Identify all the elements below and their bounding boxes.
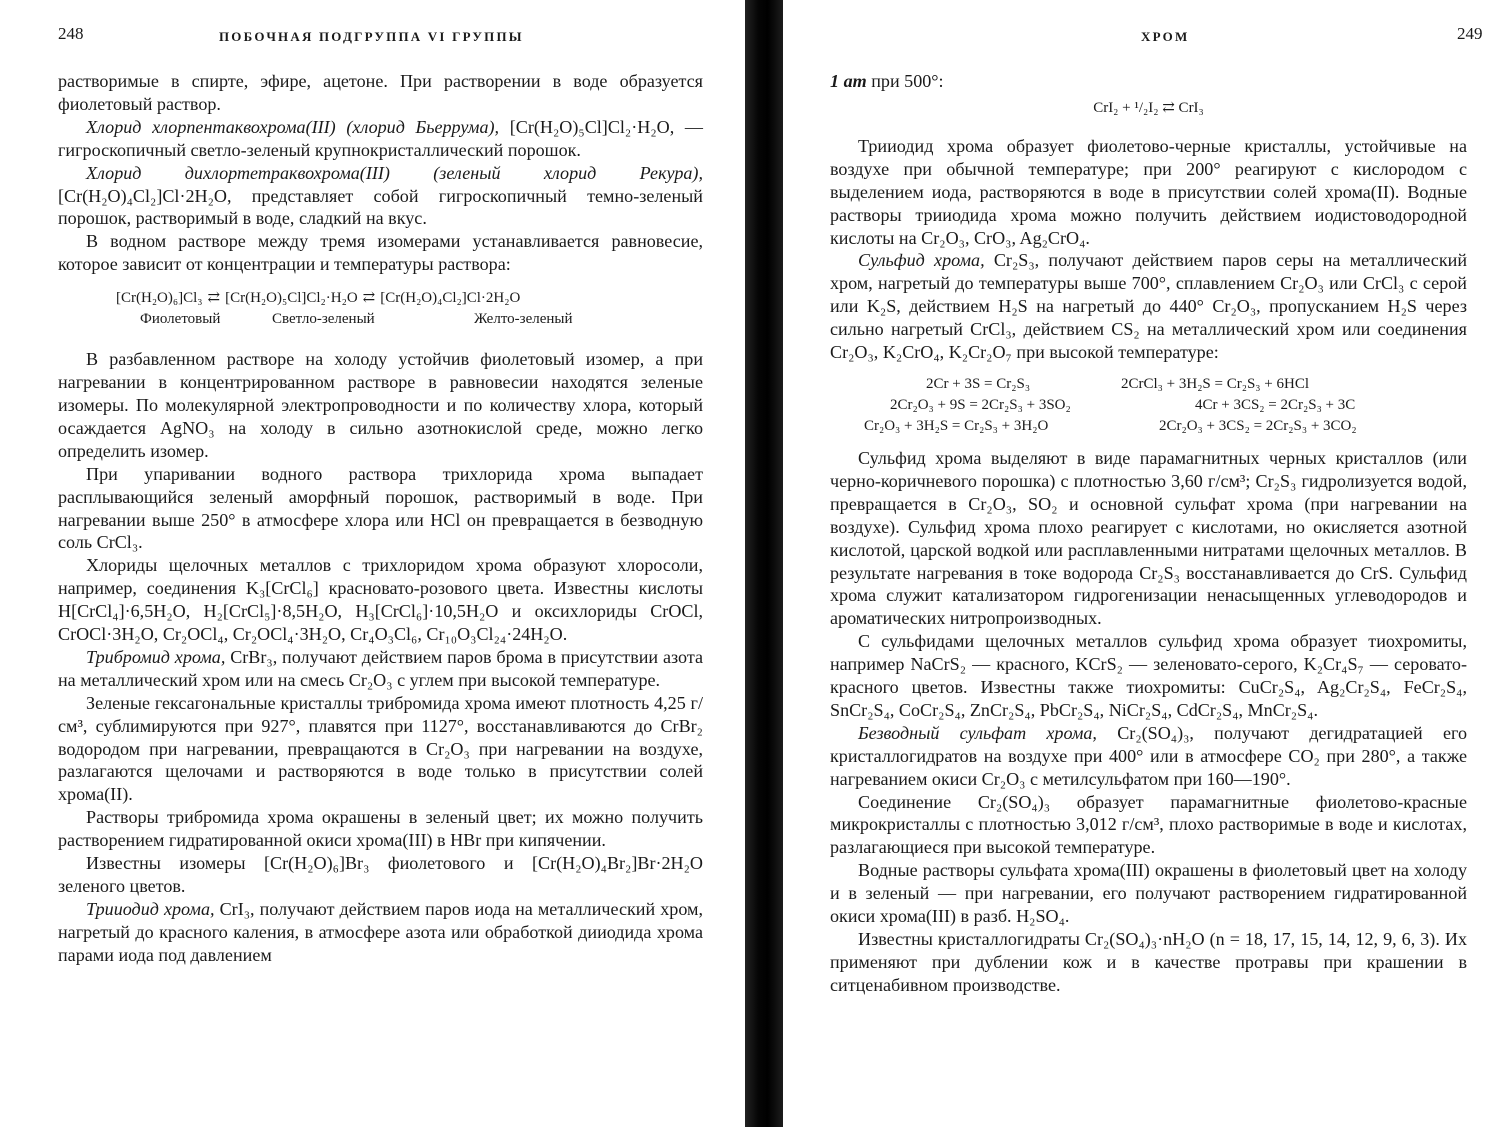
paragraph <box>58 898 703 967</box>
paragraph-text: представляет собой гигроскопичный темно-зеленый порошок, растворимый в воде, сладкий на вкус. <box>58 185 703 229</box>
paragraph: Водные растворы сульфата хрома(III) окрашены в фиолетовый цвет на холоду и в зеленый — при нагревании, его получают растворением гидратированной окиси хрома(III) в разб. H₂SO₄. <box>830 860 1467 927</box>
equation: Cr₂O₃ + 3H₂S = Cr₂S₃ + 3H₂O <box>864 417 1049 434</box>
compound-name: Сульфид хрома, <box>858 250 985 271</box>
paragraph <box>830 722 1467 791</box>
paragraph <box>58 116 703 162</box>
paragraph: Зеленые гексагональные кристаллы трибромида хрома имеют плотность 4,25 г/см³, сублимируются при 927°, плавятся при 1127°, восстанавливаются до CrBr₂ водородом при нагревании, превращаются в Cr₂O₃ при нагревании на воздухе, разлагаются щелочами и растворяются в воде только в присутствии солей хрома(II). <box>58 692 703 805</box>
compound-alt-name: (зеленый хлорид Рекура), <box>433 162 703 183</box>
paragraph <box>830 249 1467 364</box>
paragraph-text: CrI₃, получают действием паров иода на металлический хром, нагретый до красного каления, в атмосфере азота или обработкой дииодида хрома парами иода под давлением <box>58 898 703 965</box>
pressure-unit: 1 ат <box>830 71 867 91</box>
paragraph: Растворы трибромида хрома окрашены в зеленый цвет; их можно получить растворением гидратированной окиси хрома(III) в HBr при кипячении. <box>58 807 703 851</box>
paragraph <box>58 646 703 692</box>
left-page <box>0 0 745 1127</box>
right-page <box>783 0 1504 1127</box>
compound-name: Хлорид дихлортетраквохрома(III) <box>86 162 390 183</box>
paragraph: При упаривании водного раствора трихлорида хрома выпадает расплывающийся зеленый аморфный порошок, растворимый в воде. При нагревании выше 250° в атмосфере хлора или HCl он превращается в безводную соль CrCl₃. <box>58 463 703 553</box>
equation: 2CrCl₃ + 3H₂S = Cr₂S₃ + 6HCl <box>1121 375 1309 392</box>
paragraph: растворимые в спирте, эфире, ацетоне. При растворении в воде образуется фиолетовый раствор. <box>58 71 703 114</box>
compound-name: Трибромид хрома, <box>86 646 226 667</box>
isomer-label: Фиолетовый <box>140 311 221 328</box>
page-number-right: 249 <box>1457 24 1483 43</box>
right-body <box>830 70 1467 997</box>
paragraph-text: CrBr₃, получают действием паров брома в присутствии азота на металлический хром или на смесь Cr₂O₃ с углем при высокой температуре. <box>58 646 703 690</box>
formula: [Cr(H₂O)₆]Cl₃ <box>116 290 203 307</box>
paragraph-text: — гигроскопичный светло-зеленый крупнокристаллический порошок. <box>58 116 704 160</box>
paragraph <box>58 162 703 231</box>
compound-name: Хлорид хлорпентаквохрома(III) <box>86 116 336 137</box>
iodide-equation: CrI₂ + ¹/₂I₂ ⇄ CrI₃ <box>1093 99 1204 116</box>
running-head-left: ПОБОЧНАЯ ПОДГРУППА VI ГРУППЫ <box>219 29 524 44</box>
equilibrium-equation <box>58 276 703 338</box>
equation: 4Cr + 3CS₂ = 2Cr₂S₃ + 3C <box>1195 396 1356 413</box>
formula: [Cr(H₂O)₄Cl₂]Cl·2H₂O <box>380 290 521 307</box>
isomer-label: Светло-зеленый <box>272 311 375 328</box>
page-number-left: 248 <box>58 24 84 43</box>
running-head-right: ХРОМ <box>1141 29 1190 44</box>
paragraph: В разбавленном растворе на холоду устойчив фиолетовый изомер, а при нагревании в концентрированном растворе в равновесии находятся зеленые изомеры. По молекулярной электропроводности и по количеству хлора, который осаждается AgNO₃ на холоду в сильно азотнокислой среде, можно легко определить изомер. <box>58 349 703 461</box>
formula: [Cr(H₂O)₅Cl]Cl₂·H₂O <box>225 290 358 307</box>
equation: 2Cr₂O₃ + 3CS₂ = 2Cr₂S₃ + 3CO₂ <box>1159 417 1357 434</box>
paragraph-text: Cr₂S₃, получают действием паров серы на металлический хром, нагретый до температуры выше 700°, сплавлением Cr₂O₃ или CrCl₃ с серой или K₂S, действием H₂S на нагретый до 440° Cr₂O₃, пропусканием H₂S через сильно нагретый CrCl₃, действием CS₂ на металлический хром или соединения Cr₂O₃, K₂CrO₄, K₂Cr₂O₇ при высокой температуре: <box>830 250 1467 363</box>
sulfide-equations <box>830 364 1467 447</box>
paragraph: В водном растворе между тремя изомерами устанавливается равновесие, которое зависит от концентрации и температуры раствора: <box>58 231 703 275</box>
equation: 2Cr + 3S = Cr₂S₃ <box>926 375 1031 392</box>
equilibrium-arrow: ⇄ <box>207 290 221 307</box>
formula: [Cr(H₂O)₄Cl₂]Cl·2H₂O, <box>58 185 232 206</box>
paragraph: Хлориды щелочных металлов с трихлоридом хрома образуют хлоросоли, например, соединения K₃[CrCl₆] красновато-розового цвета. Известны кислоты H[CrCl₄]·6,5H₂O, H₂[CrCl₅]·8,5H₂O, H₃[CrCl₆]·10,5H₂O и оксихлориды CrOCl, CrOCl·3H₂O, Cr₂OCl₄, Cr₂OCl₄·3H₂O, Cr₄O₃Cl₆, Cr₁₀O₃Cl₂₄·24H₂O. <box>58 555 703 645</box>
compound-name: Трииодид хрома, <box>86 898 215 919</box>
left-body <box>58 70 703 967</box>
paragraph: Сульфид хрома выделяют в виде парамагнитных черных кристаллов (или черно-коричневого порошка) с плотностью 3,60 г/см³; Cr₂S₃ гидролизуется водой, превращается в Cr₂O₃, SO₂ и основной сульфат хрома (при нагревании на воздухе). Сульфид хрома плохо реагирует с кислотами, но окисляется азотной кислотой, царской водкой или расплавленными нитратами щелочных металлов. В результате нагревания в токе водорода Cr₂S₃ восстанавливается до CrS. Сульфид хрома служит катализатором гидрогенизации ненасыщенных углеводородов и ароматических нитропроизводных. <box>830 447 1467 629</box>
book-spine-gutter <box>745 0 783 1127</box>
isomer-label: Желто-зеленый <box>474 311 573 328</box>
equation: 2Cr₂O₃ + 9S = 2Cr₂S₃ + 3SO₂ <box>890 396 1071 413</box>
paragraph-text: Cr₂(SO₄)₃, получают дегидратацией его кристаллогидратов на воздухе при 400° или в атмосфере CO₂ при 280°, а также нагреванием окиси Cr₂O₃ с метилсульфатом при 160—190°. <box>830 722 1468 789</box>
paragraph: Соединение Cr₂(SO₄)₃ образует парамагнитные фиолетово-красные микрокристаллы с плотностью 3,012 г/см³, плохо растворимые в воде и кислотах, разлагающиеся при высокой температуре. <box>830 791 1467 858</box>
equilibrium-arrow: ⇄ <box>362 290 376 307</box>
paragraph: Известны кристаллогидраты Cr₂(SO₄)₃·nH₂O (n = 18, 17, 15, 14, 12, 9, 6, 3). Их применяют при дублении кож и в качестве протравы при крашении в ситценабивном производстве. <box>830 929 1467 995</box>
formula: [Cr(H₂O)₅Cl]Cl₂·H₂O, <box>509 116 675 137</box>
paragraph <box>830 70 1467 93</box>
paragraph-text: при 500°: <box>871 71 944 91</box>
compound-name: Безводный сульфат хрома, <box>858 722 1097 743</box>
paragraph: Трииодид хрома образует фиолетово-черные кристаллы, устойчивые на воздухе при обычной температуре; при 200° реагируют с кислородом с выделением иода, растворяются в воде в присутствии солей хрома(II). Водные растворы трииодида хрома можно получить действием иодистоводородной кислоты на Cr₂O₃, CrO₃, Ag₂CrO₄. <box>830 135 1467 248</box>
paragraph: С сульфидами щелочных металлов сульфид хрома образует тиохромиты, например NaCrS₂ — красного, KCrS₂ — зеленовато-серого, K₂Cr₄S₇ — серовато-красного цветов. Известны также тиохромиты: CuCr₂S₄, Ag₂Cr₂S₄, FeCr₂S₄, SnCr₂S₄, CoCr₂S₄, ZnCr₂S₄, PbCr₂S₄, NiCr₂S₄, CdCr₂S₄, MnCr₂S₄. <box>830 631 1467 720</box>
paragraph: Известны изомеры [Cr(H₂O)₆]Br₃ фиолетового и [Cr(H₂O)₄Br₂]Br·2H₂O зеленого цветов. <box>58 853 703 896</box>
compound-alt-name: (хлорид Бьеррума), <box>346 116 500 137</box>
